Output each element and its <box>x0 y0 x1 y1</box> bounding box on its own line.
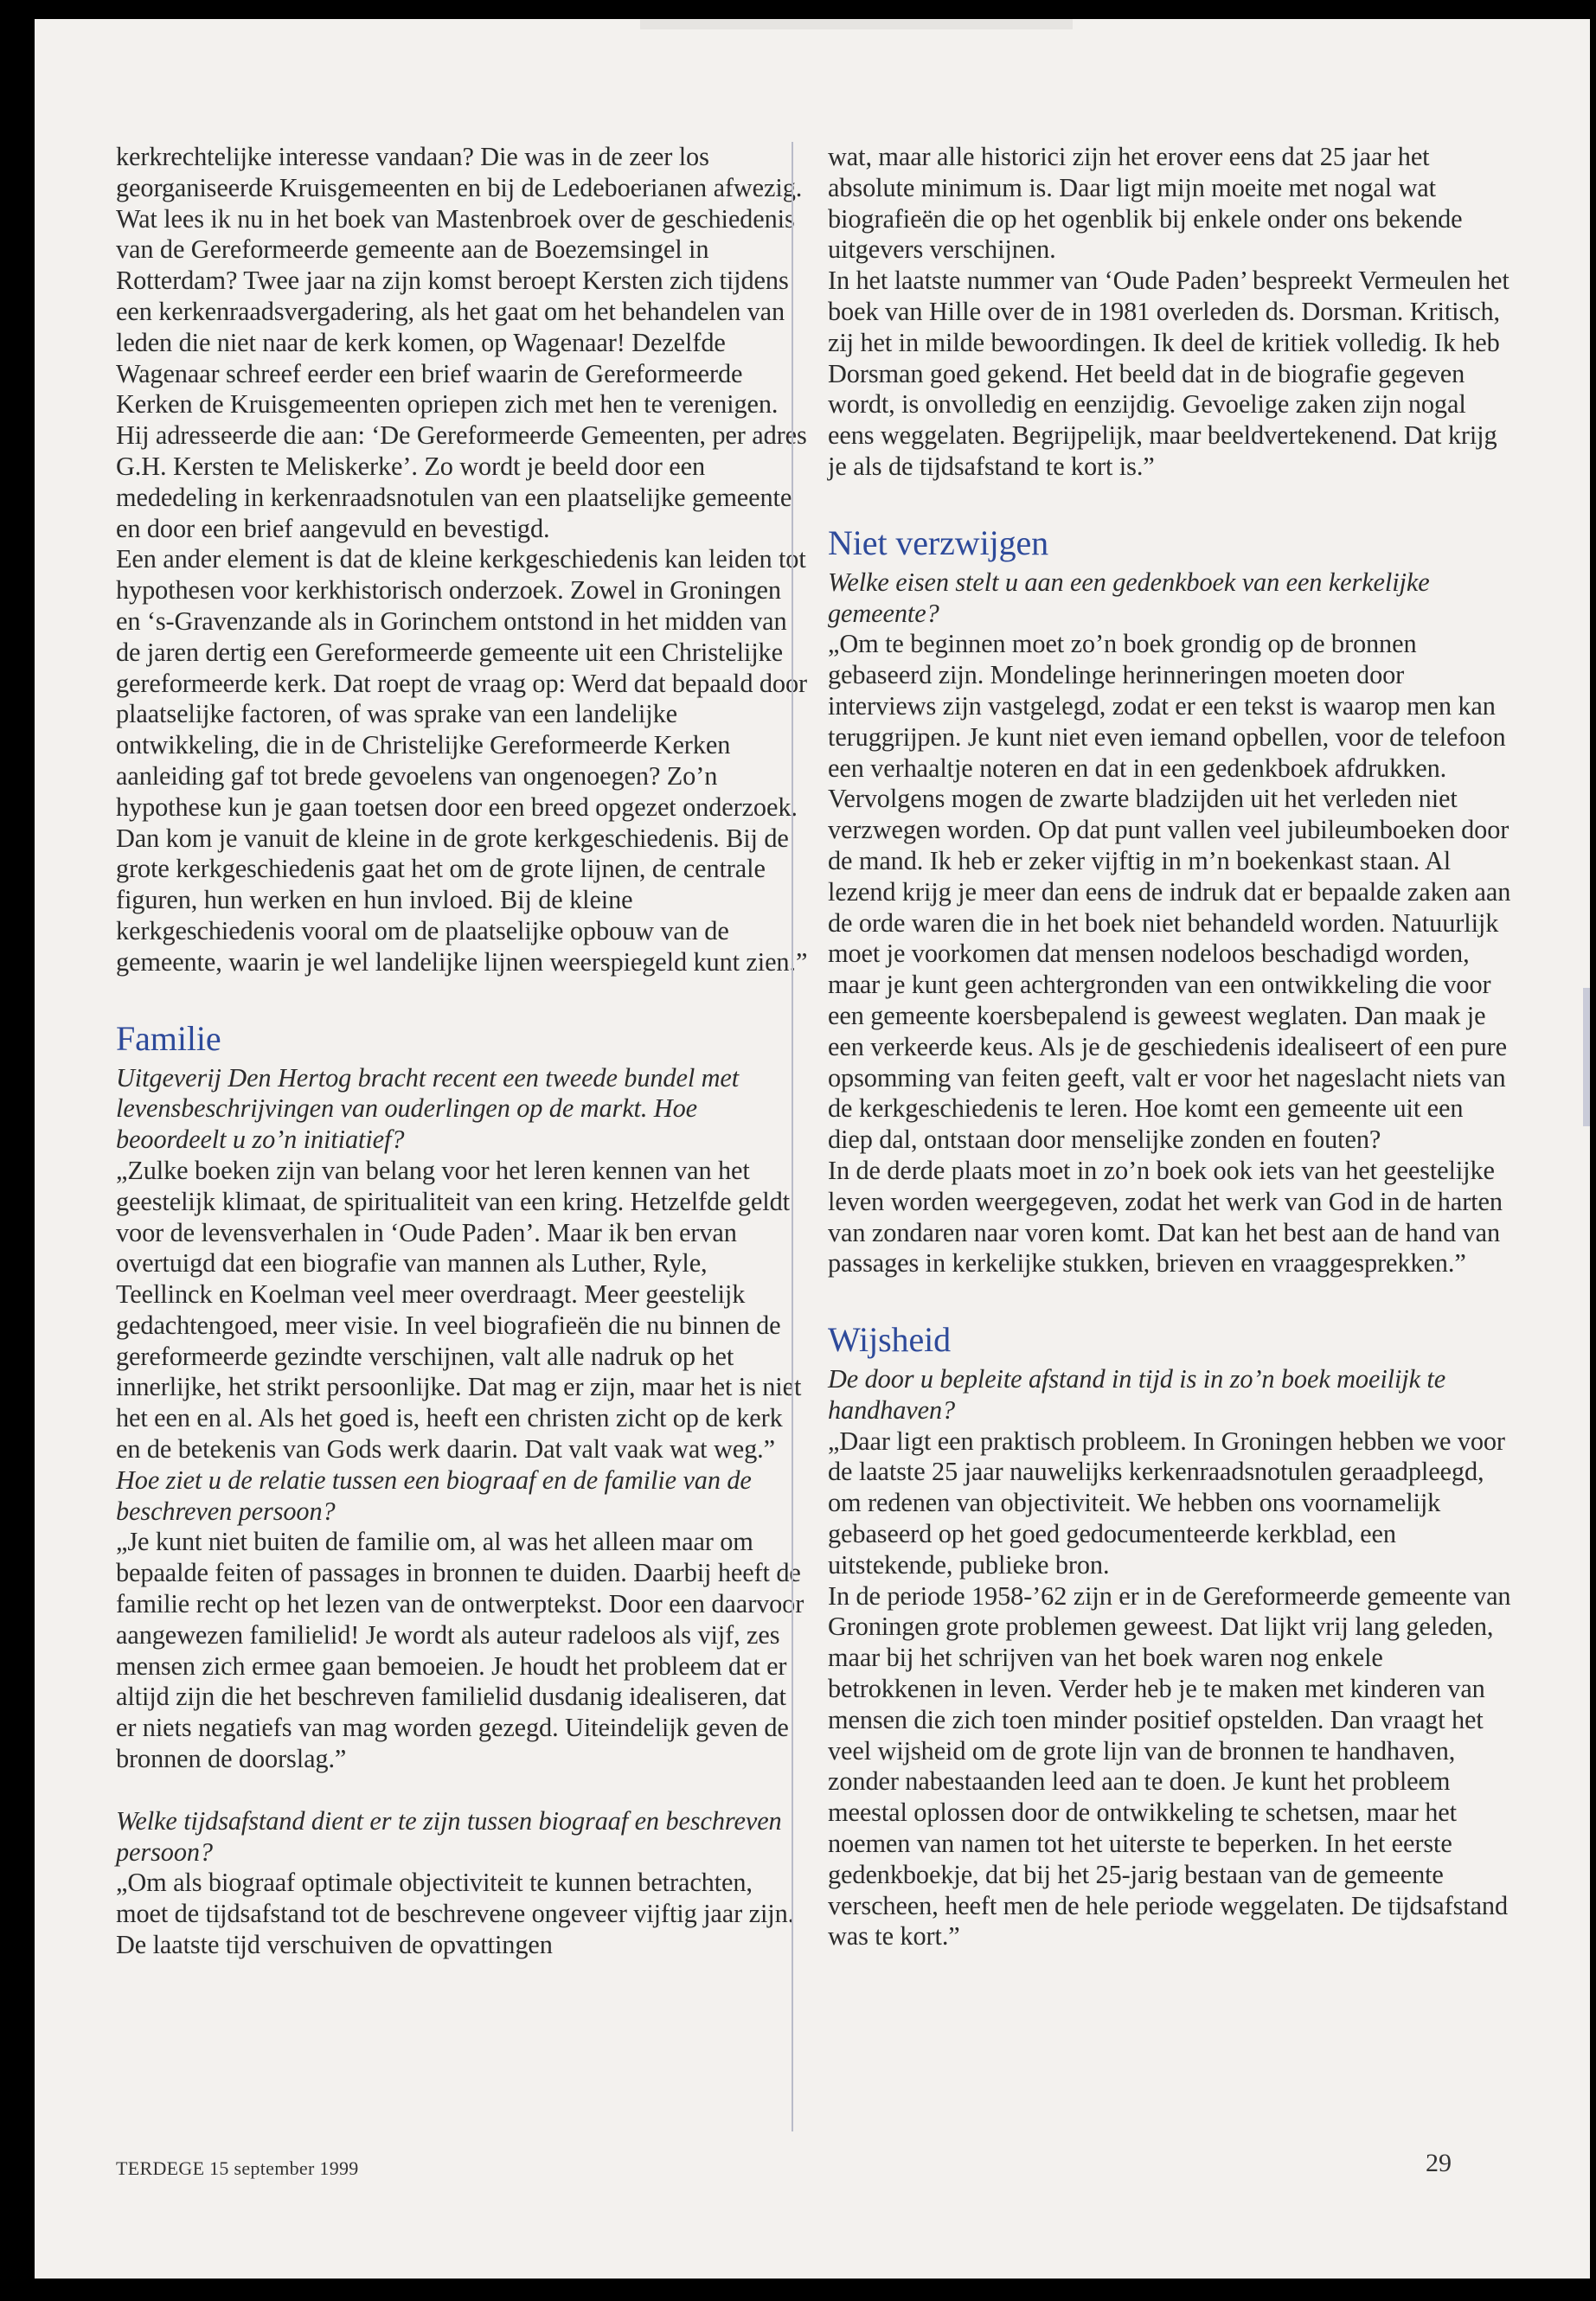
paragraph-oude-paden: In het laatste nummer van ‘Oude Paden’ bespreekt Vermeulen het boek van Hille over de in 1981 overleden ds. Dorsman. Kritisch, zij het in milde bewoordingen. Ik deel de kritiek volledig. Ik heb Dorsman goed gekend. Het beeld dat in de biografie gegeven wordt, is onvolledig en eenzijdig. Gevoelige zaken zijn nogal eens weggelaten. Begrijpelijk, maar beeldvertekenend. Dat krijg je als de tijdsafstand te kort is.” <box>828 266 1509 481</box>
answer-gedenkboek: „Om te beginnen moet zo’n boek grondig op de bronnen gebaseerd zijn. Mondelinge herinneringen moeten door interviews zijn vastgelegd, zodat er een tekst is waarop men kan teruggrijpen. Je kunt niet even iemand opbellen, voor de telefoon een verhaaltje noteren en dat in een gedenkboek afdrukken. <box>828 629 1506 783</box>
edge-tab-mark <box>1583 988 1590 1126</box>
answer-afstand: „Daar ligt een praktisch probleem. In Groningen hebben we voor de laatste 25 jaar nauwelijks kerkenraadsnotulen geraadpleegd, om redenen van objectiviteit. We hebben ons voornamelijk gebaseerd op het goed gedocumenteerde kerkblad, een uitstekende, publieke bron. <box>828 1426 1505 1580</box>
answer-tijdsafstand: „Om als biograaf optimale objectiviteit te kunnen betrachten, moet de tijdsafstand tot de beschrevene ongeveer vijftig jaar zijn. De laatste tijd verschuiven de opvattingen <box>116 1868 795 1960</box>
question-tijdsafstand: Welke tijdsafstand dient er te zijn tussen biograaf en beschreven persoon? <box>116 1805 782 1867</box>
heading-niet-verzwijgen: Niet verzwijgen <box>828 522 1049 562</box>
answer-afstand-2: In de periode 1958-’62 zijn er in de Gereformeerde gemeente van Groningen grote problemen geweest. Dat lijkt vrij lang geleden, maar bij het schrijven van het boek waren nog enkele betrokkenen in leven. Verder heb je te maken met kinderen van mensen die zich toen minder positief opstelden. Dan vraagt het veel wijsheid om de grote lijn van de bronnen te handhaven, zonder nabestaanden leed aan te doen. Je kunt het probleem meestal oplossen door de ontwikkeling te schetsen, maar het noemen van namen tot het uiterste te beperken. In het eerste gedenkboekje, dat bij het 25-jarig bestaan van de gemeente verscheen, heeft men de hele periode weggelaten. De tijdsafstand was te kort.” <box>828 1580 1511 1952</box>
scan-artifact <box>640 19 1073 29</box>
question-initiatief: Uitgeverij Den Hertog bracht recent een tweede bundel met levensbeschrijvingen van ouderlingen op de markt. Hoe beoordeelt u zo’n initiatief? <box>116 1062 740 1155</box>
magazine-page <box>35 19 1590 2279</box>
right-column <box>792 142 1511 2131</box>
continued-paragraph: wat, maar alle historici zijn het erover eens dat 25 jaar het absolute minimum is. Daar ligt mijn moeite met nogal wat biografieën die op het ogenblik bij enkele onder ons bekende uitgevers verschijnen. <box>828 142 1463 265</box>
question-gedenkboek: Welke eisen stelt u aan een gedenkboek van een kerkelijke gemeente? <box>828 567 1430 628</box>
heading-wijsheid: Wijsheid <box>828 1320 952 1360</box>
paragraph-mastenbroek: Wat lees ik nu in het boek van Mastenbroek over de geschiedenis van de Gereformeerde gemeente aan de Boezemsingel in Rotterdam? Twee jaar na zijn komst beroept Kersten zich tijdens een kerkenraadsvergadering, als het gaat om het behandelen van leden die niet naar de kerk komen, op Wagenaar! Dezelfde Wagenaar schreef eerder een brief waarin de Gereformeerde Kerken de Kruisgemeenten opriepen zich met hen te verenigen. Hij adresseerde die aan: ‘De Gereformeerde Gemeenten, per adres G.H. Kersten te Meliskerke’. Zo wordt je beeld door een mededeling in kerkenraadsnotulen van een plaatselijke gemeente en door een brief aangevuld en bevestigd. <box>116 203 807 543</box>
left-column <box>116 142 808 1961</box>
answer-familie: „Je kunt niet buiten de familie om, al was het alleen maar om bepaalde feiten of passages in bronnen te duiden. Daarbij heeft de familie recht op het lezen van de ontwerptekst. Door een daarvoor aangewezen familielid! Je wordt als auteur radeloos als vijf, zes mensen zich ermee gaan bemoeien. Je houdt het probleem dat er altijd zijn die het beschreven familielid dusdanig idealiseren, dat er niets negatiefs van mag worden gezegd. Uiteindelijk geven de bronnen de doorslag.” <box>116 1527 804 1774</box>
paragraph-kleine-kerkgeschiedenis: Een ander element is dat de kleine kerkgeschiedenis kan leiden tot hypothesen voor kerkhistorisch onderzoek. Zowel in Groningen en ‘s-Gravenzande als in Gorinchem ontstond in het midden van de jaren dertig een Gereformeerde gemeente uit een Christelijke gereformeerde kerk. Dat roept de vraag op: Werd dat bepaald door plaatselijke factoren, of was sprake van een landelijke ontwikkeling, die in de Christelijke Gereformeerde Kerken aanleiding gaf tot brede gevoelens van ongenoegen? Zo’n hypothese kun je gaan toetsen door een breed opgezet onderzoek. Dan kom je vanuit de kleine in de grote kerkgeschiedenis. Bij de grote kerkgeschiedenis gaat het om de grote lijnen, de centrale figuren, hun werken en hun invloed. Bij de kleine kerkgeschiedenis vooral om de plaatselijke opbouw van de gemeente, waarin je wel landelijke lijnen weerspiegeld kunt zien.” <box>116 544 808 977</box>
spacer <box>116 1775 808 1806</box>
answer-gedenkboek-3: In de derde plaats moet in zo’n boek ook iets van het geestelijke leven worden weergegeven, zodat het werk van God in de harten van zondaren naar voren komt. Dat kan het best aan de hand van passages in kerkelijke stukken, brieven en vraaggesprekken.” <box>828 1155 1503 1279</box>
answer-initiatief: „Zulke boeken zijn van belang voor het leren kennen van het geestelijk klimaat, de spiritualiteit van een kring. Hetzelfde geldt voor de levensverhalen in ‘Oude Paden’. Maar ik ben ervan overtuigd dat een biografie van mannen als Luther, Ryle, Teellinck en Koelman veel meer overdraagt. Meer geestelijk gedachtengoed, meer visie. In veel biografieën die nu binnen de gereformeerde gezindte verschijnen, valt alle nadruk op het innerlijke, het strikt persoonlijke. Dat mag er zijn, maar het is niet het een en al. Als het goed is, heeft een christen zicht op de kerk en de betekenis van Gods werk daarin. Dat valt vaak wat weg.” <box>116 1155 802 1465</box>
question-familie: Hoe ziet u de relatie tussen een biograaf en de familie van de beschreven persoon? <box>116 1465 752 1526</box>
footer-publication: TERDEGE 15 september 1999 <box>116 2157 359 2179</box>
heading-familie: Familie <box>116 1018 221 1058</box>
answer-gedenkboek-2: Vervolgens mogen de zwarte bladzijden uit het verleden niet verzwegen worden. Op dat punt vallen veel jubileumboeken door de mand. Ik heb er zeker vijftig in m’n boekenkast staan. Al lezend krijg je meer dan eens de indruk dat er bepaalde zaken aan de orde waren die in het boek niet behandeld worden. Natuurlijk moet je voorkomen dat mensen nodeloos beschadigd worden, maar je kunt geen achtergronden van een ontwikkeling die voor een gemeente koersbepalend is geweest weglaten. Dan maak je een verkeerde keus. Als je de geschiedenis idealiseert of een pure opsomming van feiten geeft, valt er voor het nageslacht niets van de kerkgeschiedenis te leren. Hoe komt een gemeente uit een diep dal, ontstaan door menselijke zonden en fouten? <box>828 784 1511 1155</box>
intro-paragraph: kerkrechtelijke interesse vandaan? Die was in de zeer los georganiseerde Kruisgemeenten en bij de Ledeboerianen afwezig. <box>116 142 803 202</box>
question-afstand: De door u bepleite afstand in tijd is in zo’n boek moeilijk te handhaven? <box>828 1364 1446 1425</box>
page-number: 29 <box>1426 2149 1452 2177</box>
